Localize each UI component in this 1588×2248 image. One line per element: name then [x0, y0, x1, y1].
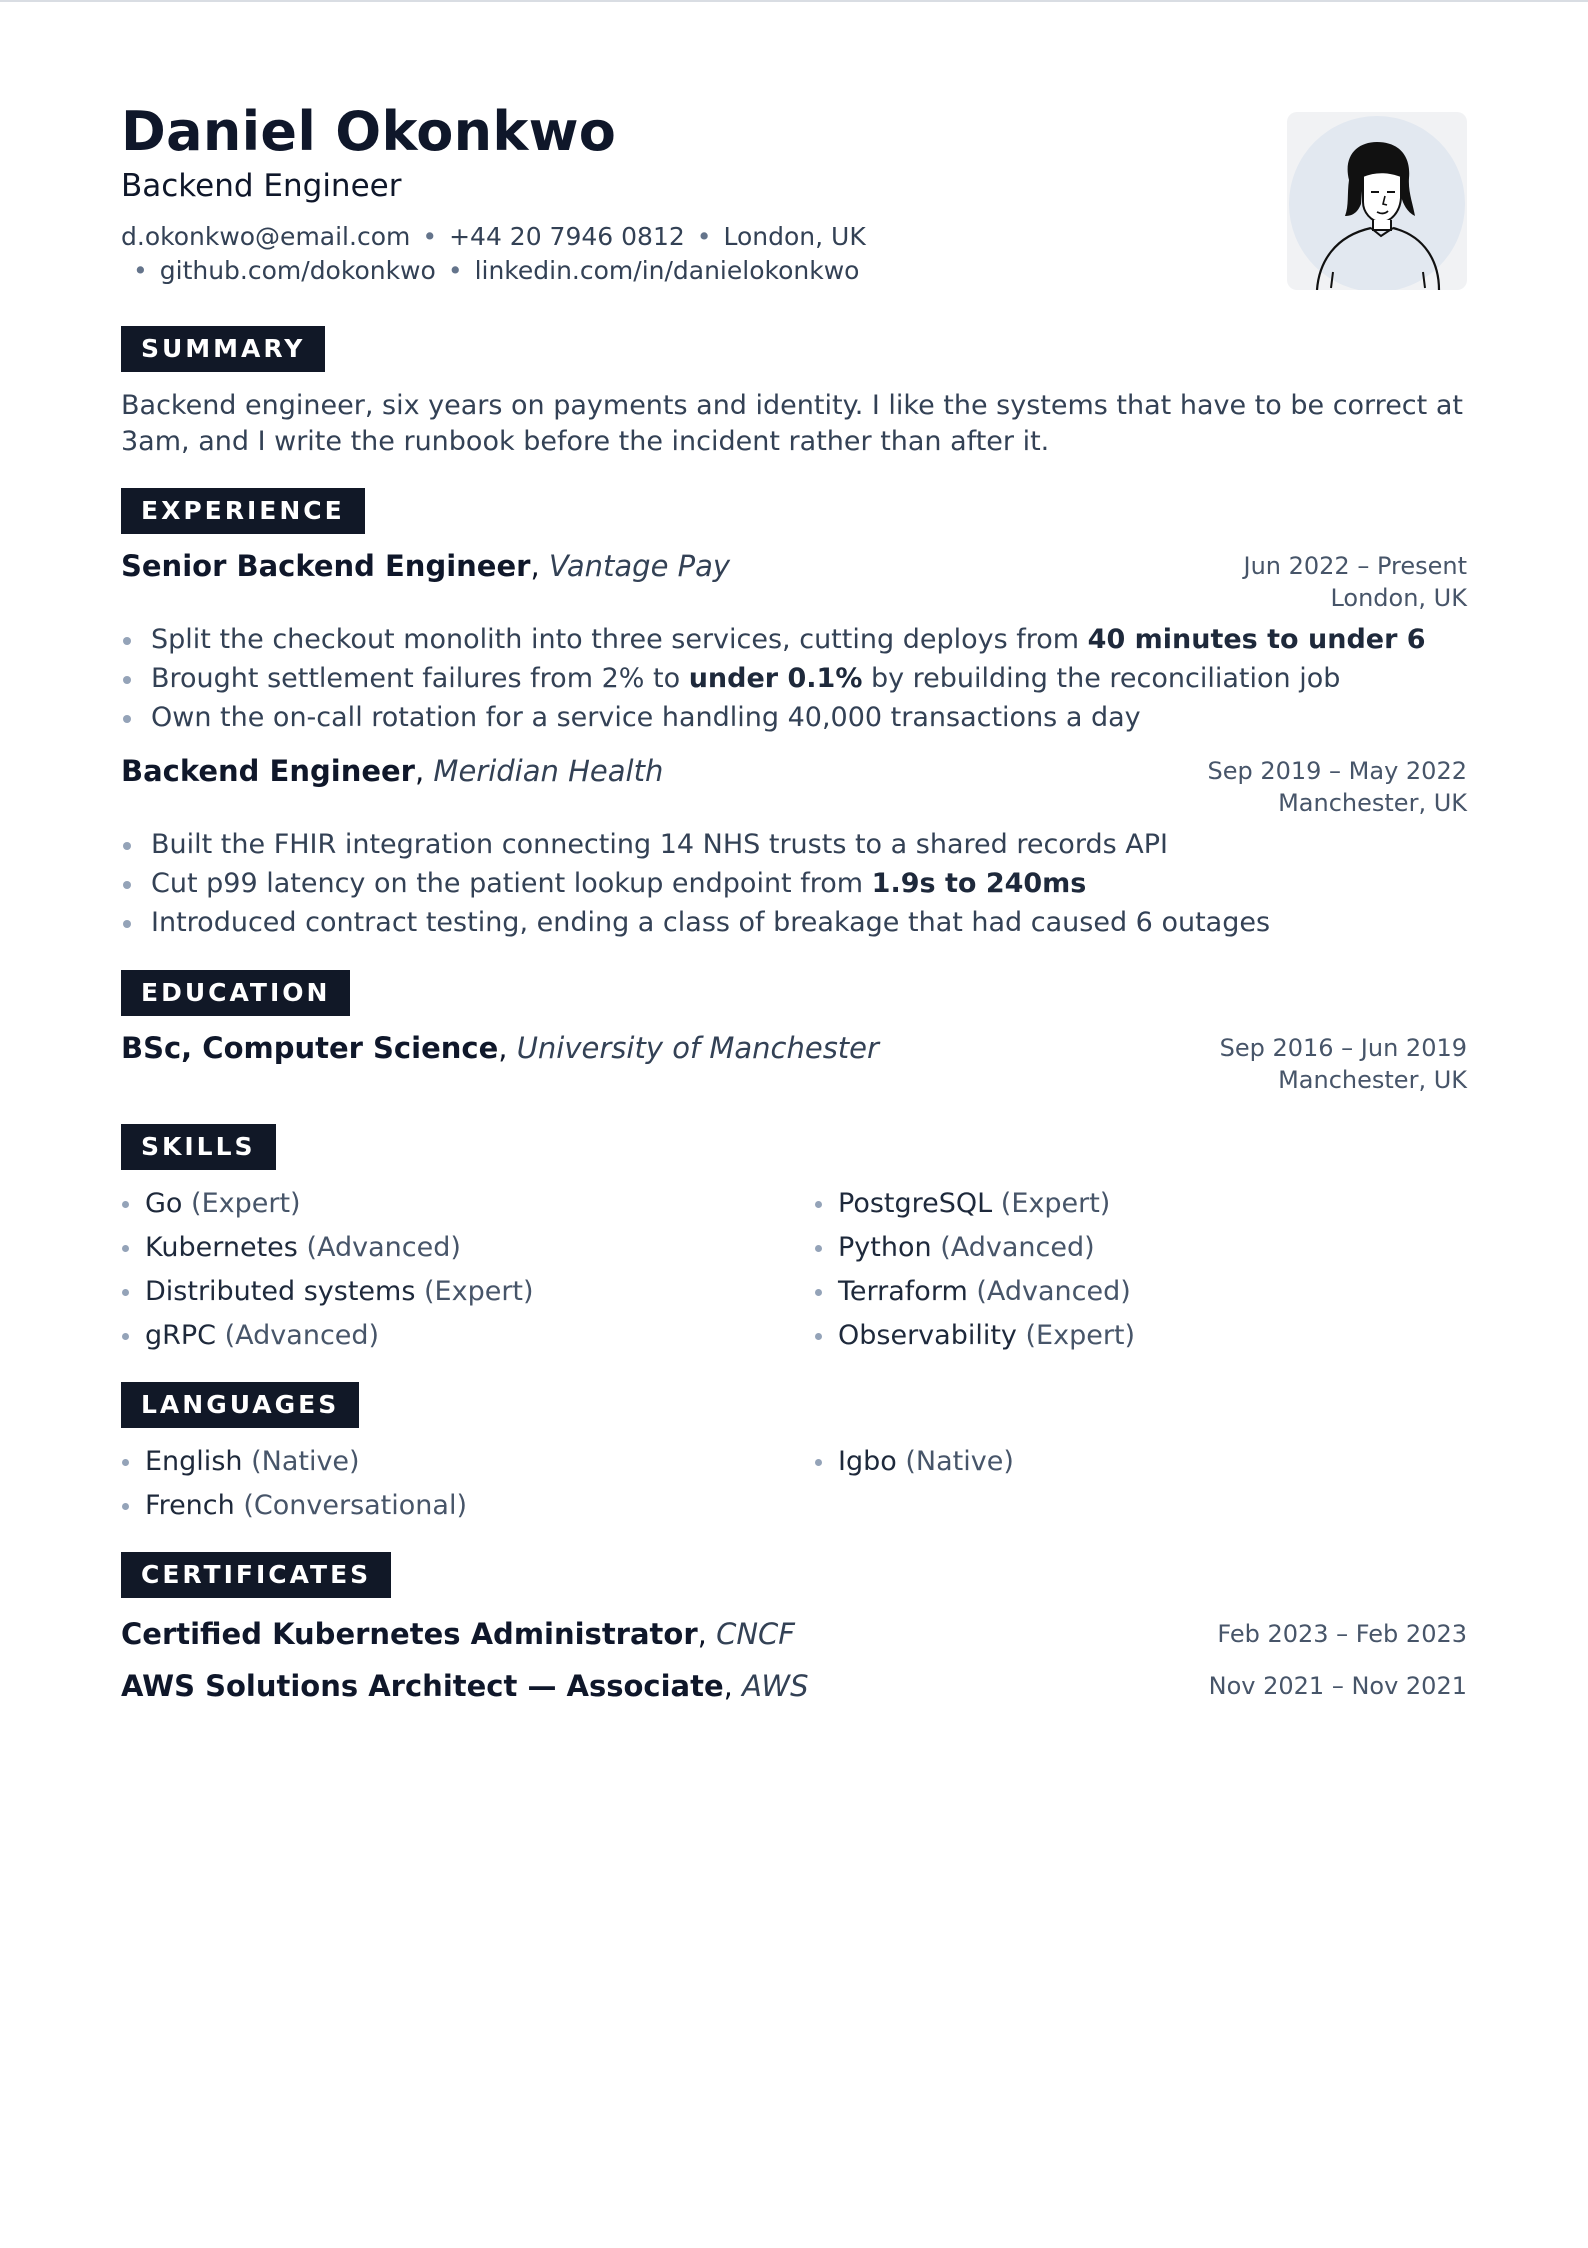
achievement-item [121, 698, 1467, 737]
degree-line [121, 1028, 879, 1068]
skill-level: (Advanced) [976, 1276, 1131, 1307]
job-title-line [121, 546, 730, 586]
job-title-line [121, 751, 663, 791]
certificates-heading: CERTIFICATES [121, 1552, 391, 1598]
achievement-item [121, 620, 1467, 659]
candidate-name: Daniel Okonkwo [121, 100, 617, 163]
job-dates: Jun 2022 – Present [1243, 552, 1467, 580]
skills-section [121, 1124, 1467, 1354]
job-dates: Sep 2019 – May 2022 [1207, 757, 1467, 785]
item-space [415, 1276, 424, 1307]
skill-level: (Expert) [1025, 1320, 1136, 1351]
title-comma: , [498, 1031, 508, 1065]
skill-name: Observability [838, 1320, 1017, 1351]
skill-name: Python [838, 1232, 932, 1263]
language-level: (Native) [905, 1446, 1014, 1477]
skill-item [814, 1318, 1467, 1354]
degree-name: BSc, Computer Science [121, 1031, 499, 1065]
title-space [707, 1617, 716, 1651]
skill-level: (Advanced) [224, 1320, 380, 1351]
achievement-item [121, 659, 1467, 698]
candidate-role: Backend Engineer [121, 168, 402, 204]
contact-separator: • [133, 256, 148, 285]
achievement-text: Split the checkout monolith into three services, cutting deploys from [151, 624, 1088, 655]
resume-page [121, 96, 1467, 1712]
certificate-title: AWS Solutions Architect — Associate [121, 1669, 724, 1703]
skills-grid [121, 1186, 1467, 1354]
title-space [733, 1669, 742, 1703]
achievement-text: Brought settlement failures from 2% to [151, 663, 689, 694]
contact-line [121, 220, 881, 288]
achievement-text: Own the on-call rotation for a service handling 40,000 transactions a day [151, 702, 1141, 733]
item-space [182, 1188, 191, 1219]
company-name: Meridian Health [433, 754, 664, 788]
summary-heading: SUMMARY [121, 326, 325, 372]
item-space [932, 1232, 941, 1263]
education-heading: EDUCATION [121, 970, 350, 1016]
title-comma: , [530, 549, 540, 583]
skill-level: (Expert) [424, 1276, 534, 1307]
skill-level: (Expert) [191, 1188, 301, 1219]
achievement-text-end: by rebuilding the reconciliation job [862, 663, 1341, 694]
achievement-text: Built the FHIR integration connecting 14 NHS trusts to a shared records API [151, 829, 1168, 860]
achievement-highlight: under 0.1% [688, 663, 863, 694]
job-title: Backend Engineer [121, 754, 415, 788]
resume-header [121, 96, 1467, 296]
skill-item [121, 1318, 814, 1354]
item-space [216, 1320, 225, 1351]
summary-text: Backend engineer, six years on payments and identity. I like the systems that have to be correct at 3am, and I write the runbook before the incident rather than after it. [121, 390, 1463, 457]
school-name: University of Manchester [516, 1031, 879, 1065]
language-level: (Conversational) [243, 1490, 467, 1521]
entry-header [121, 546, 1467, 614]
education-dates: Sep 2016 – Jun 2019 [1219, 1034, 1467, 1062]
skill-item [814, 1186, 1467, 1222]
achievement-item [121, 825, 1467, 864]
education-section [121, 970, 1467, 1096]
item-space [992, 1188, 1001, 1219]
skill-item [121, 1230, 814, 1266]
skill-item [121, 1186, 814, 1222]
certificates-section [121, 1552, 1467, 1712]
language-level: (Native) [251, 1446, 360, 1477]
contact-linkedin[interactable]: linkedin.com/in/danielokonkwo [474, 256, 860, 285]
contact-separator: • [447, 256, 463, 285]
languages-grid [121, 1444, 1467, 1524]
achievement-text: Introduced contract testing, ending a class of breakage that had caused 6 outages [151, 907, 1271, 938]
skill-name: gRPC [145, 1320, 217, 1351]
achievement-list [121, 825, 1467, 942]
certificate-entry [121, 1608, 1467, 1660]
job-title: Senior Backend Engineer [121, 549, 531, 583]
languages-section [121, 1382, 1467, 1524]
contact-phone[interactable]: +44 20 7946 0812 [449, 222, 685, 251]
language-name: French [145, 1490, 235, 1521]
skill-level: (Advanced) [306, 1232, 461, 1263]
contact-email[interactable]: d.okonkwo@email.com [121, 222, 411, 251]
title-comma: , [723, 1669, 733, 1703]
skill-name: PostgreSQL [838, 1188, 993, 1219]
job-location: Manchester, UK [1278, 789, 1467, 817]
skill-name: Kubernetes [145, 1232, 298, 1263]
education-location: Manchester, UK [1278, 1066, 1467, 1094]
job-meta [1207, 751, 1467, 819]
experience-heading: EXPERIENCE [121, 488, 365, 534]
skill-item [121, 1274, 814, 1310]
experience-entry [121, 546, 1467, 737]
achievement-item [121, 864, 1467, 903]
language-name: Igbo [838, 1446, 897, 1477]
achievement-highlight: 1.9s to 240ms [871, 868, 1087, 899]
contact-location: London, UK [723, 222, 866, 251]
skill-name: Terraform [838, 1276, 968, 1307]
skill-level: (Expert) [1000, 1188, 1111, 1219]
language-item [121, 1444, 814, 1480]
skills-heading: SKILLS [121, 1124, 276, 1170]
summary-section [121, 326, 1467, 460]
education-entry [121, 1028, 1467, 1096]
education-list [121, 1028, 1467, 1096]
certificates-list [121, 1608, 1467, 1712]
skill-item [814, 1230, 1467, 1266]
item-space [1017, 1320, 1026, 1351]
certificate-entry [121, 1660, 1467, 1712]
certificate-dates: Nov 2021 – Nov 2021 [1208, 1672, 1467, 1700]
skill-level: (Advanced) [940, 1232, 1095, 1263]
certificate-title: Certified Kubernetes Administrator [121, 1617, 698, 1651]
achievement-highlight: 40 minutes to under 6 [1087, 624, 1426, 655]
certificate-line [121, 1666, 809, 1706]
experience-entry [121, 751, 1467, 942]
achievement-text: Cut p99 latency on the patient lookup endpoint from [151, 868, 872, 899]
contact-github[interactable]: github.com/dokonkwo [159, 256, 436, 285]
job-meta [1243, 546, 1467, 614]
company-name: Vantage Pay [548, 549, 731, 583]
entry-header [121, 1028, 1467, 1096]
avatar [1287, 112, 1467, 290]
title-space [540, 549, 549, 583]
language-item [814, 1444, 1467, 1480]
title-space [507, 1031, 516, 1065]
achievement-item [121, 903, 1467, 942]
title-comma: , [697, 1617, 707, 1651]
certificate-issuer: CNCF [716, 1617, 795, 1651]
job-location: London, UK [1330, 584, 1467, 612]
language-item [121, 1488, 814, 1524]
certificate-line [121, 1614, 795, 1654]
contact-separator: • [422, 222, 438, 251]
experience-list [121, 546, 1467, 942]
languages-heading: LANGUAGES [121, 1382, 359, 1428]
certificate-dates: Feb 2023 – Feb 2023 [1217, 1620, 1467, 1648]
skill-name: Go [145, 1188, 183, 1219]
experience-section [121, 488, 1467, 942]
contact-separator: • [696, 222, 712, 251]
entry-header [121, 751, 1467, 819]
person-sketch-avatar-icon [1287, 112, 1467, 290]
certificate-issuer: AWS [742, 1669, 809, 1703]
item-space [243, 1446, 252, 1477]
education-meta [1220, 1028, 1467, 1096]
title-comma: , [414, 754, 425, 788]
top-border [0, 0, 1588, 2]
skill-name: Distributed systems [145, 1276, 416, 1307]
language-name: English [145, 1446, 243, 1477]
skill-item [814, 1274, 1467, 1310]
achievement-list [121, 620, 1467, 737]
